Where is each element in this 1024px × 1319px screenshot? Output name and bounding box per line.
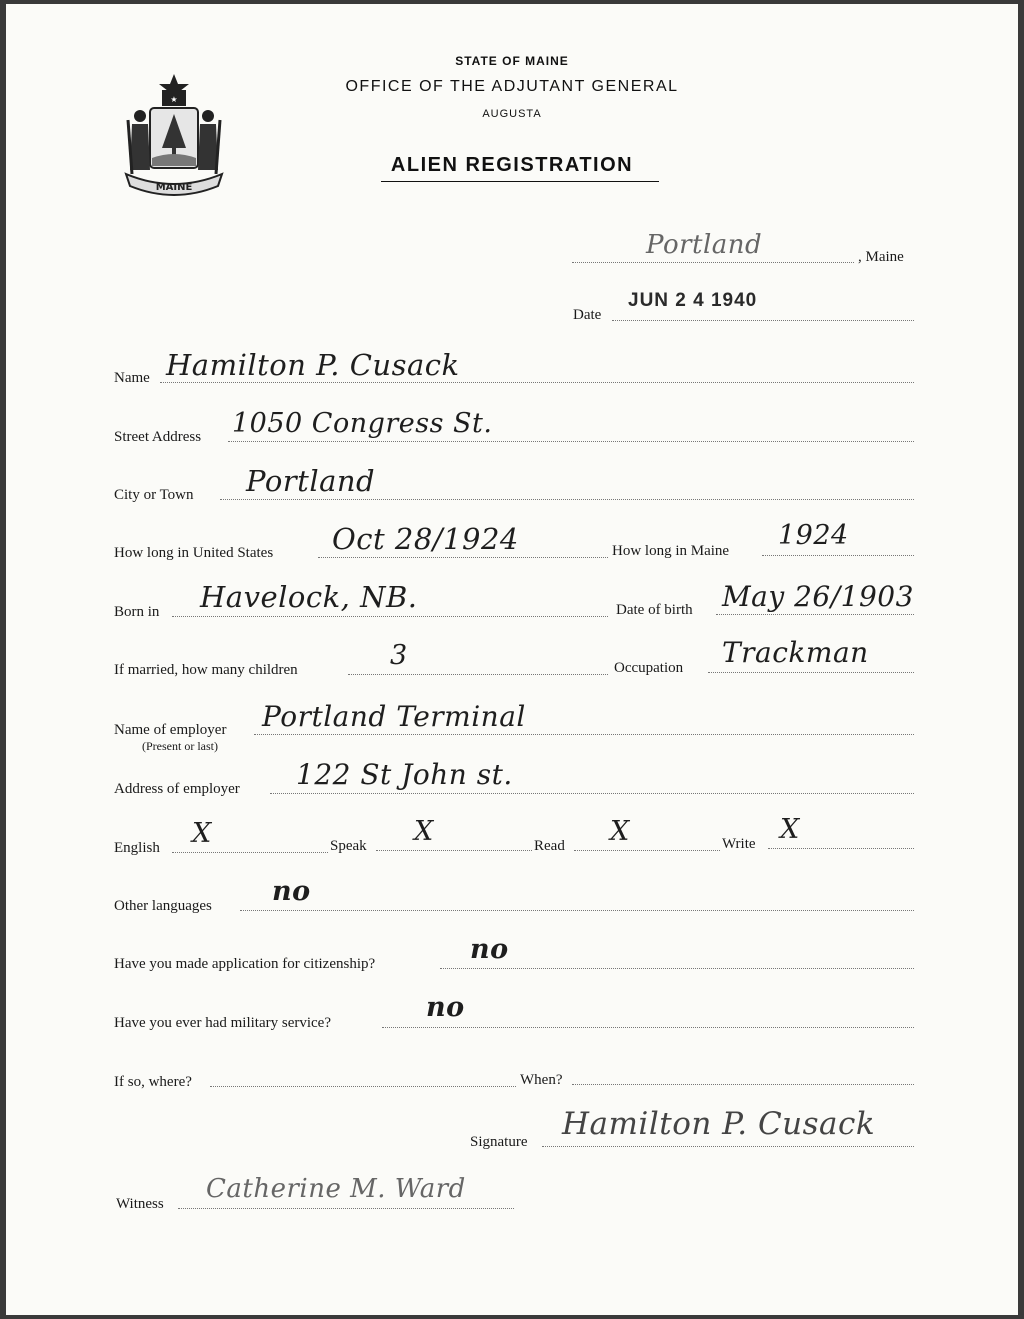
date-stamp: JUN 2 4 1940 <box>628 290 758 311</box>
other-languages-value: no <box>272 876 311 907</box>
title-underline <box>381 181 659 182</box>
occupation-label: Occupation <box>614 660 684 676</box>
how-long-us-value: Oct 28/1924 <box>332 522 519 556</box>
english-value: X <box>192 818 212 849</box>
read-label: Read <box>534 838 565 854</box>
speak-label: Speak <box>330 838 367 854</box>
other-languages-label: Other languages <box>114 898 212 914</box>
employer-note: (Present or last) <box>142 739 218 753</box>
date-of-birth-label: Date of birth <box>616 602 693 618</box>
write-value: X <box>780 814 800 845</box>
header-city: AUGUSTA <box>482 108 542 120</box>
street-address-value: 1050 Congress St. <box>232 408 493 439</box>
born-in-value: Havelock, NB. <box>200 580 418 614</box>
military-value: no <box>426 992 465 1023</box>
employer-label: Name of employer <box>114 722 227 738</box>
witness-value: Catherine M. Ward <box>206 1174 466 1204</box>
read-value: X <box>610 816 630 847</box>
citizenship-value: no <box>470 934 509 965</box>
city-or-town-value: Portland <box>246 464 376 498</box>
registration-form <box>6 4 1018 1315</box>
speak-value: X <box>414 816 434 847</box>
date-of-birth-value: May 26/1903 <box>722 580 914 613</box>
employer-address-label: Address of employer <box>114 781 240 797</box>
name-value: Hamilton P. Cusack <box>166 348 460 382</box>
how-long-us-label: How long in United States <box>114 545 274 561</box>
english-label: English <box>114 840 160 856</box>
maine-label: , Maine <box>858 249 904 265</box>
occupation-value: Trackman <box>722 636 869 669</box>
city-or-town-label: City or Town <box>114 487 194 503</box>
witness-label: Witness <box>116 1196 164 1212</box>
svg-text:★: ★ <box>170 95 178 104</box>
how-long-maine-value: 1924 <box>778 520 849 551</box>
military-label: Have you ever had military service? <box>114 1015 331 1031</box>
signature-label: Signature <box>470 1134 528 1150</box>
employer-address-value: 122 St John st. <box>296 758 513 791</box>
citizenship-label: Have you made application for citizenship? <box>114 956 376 972</box>
children-value: 3 <box>390 640 408 671</box>
name-label: Name <box>114 370 150 386</box>
write-label: Write <box>722 836 756 852</box>
header-office: OFFICE OF THE ADJUTANT GENERAL <box>345 78 679 95</box>
how-long-maine-label: How long in Maine <box>612 543 730 559</box>
seal-banner-text: MAINE <box>155 182 193 193</box>
born-in-label: Born in <box>114 604 160 620</box>
town-value: Portland <box>646 230 763 260</box>
signature-value: Hamilton P. Cusack <box>562 1106 876 1142</box>
street-address-label: Street Address <box>114 429 202 445</box>
form-title: ALIEN REGISTRATION <box>390 154 634 176</box>
date-label: Date <box>573 307 602 323</box>
when-label: When? <box>520 1072 563 1088</box>
header-state: STATE OF MAINE <box>455 54 569 68</box>
if-so-where-label: If so, where? <box>114 1074 192 1090</box>
employer-value: Portland Terminal <box>262 700 526 733</box>
children-label: If married, how many children <box>114 662 298 678</box>
